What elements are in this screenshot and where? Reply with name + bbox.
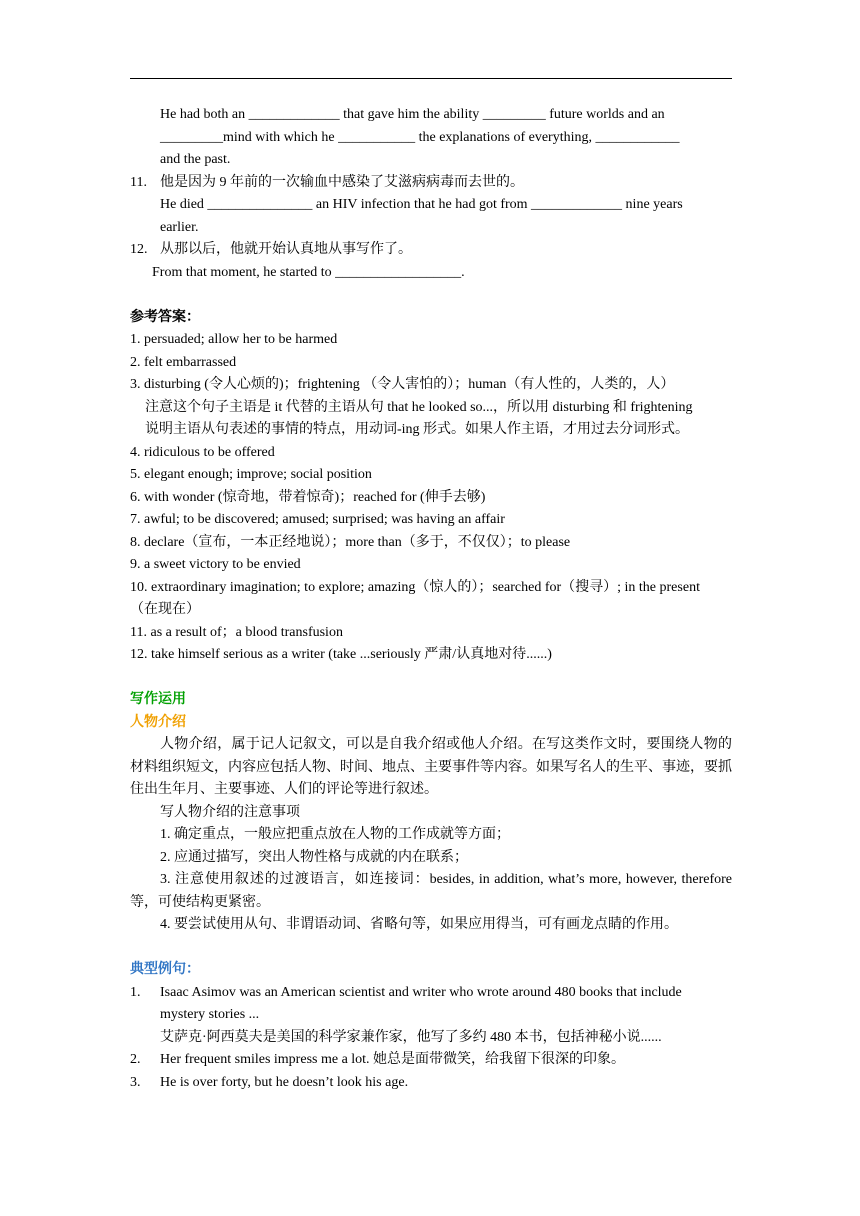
example-2-text: Her frequent smiles impress me a lot. 她总是面带微笑，给我留下很深的印象。 xyxy=(160,1052,626,1067)
exercise-11-number: 11. xyxy=(130,174,147,190)
examples-heading: 典型例句： xyxy=(130,962,200,977)
exercise-11-english-line1: He died _______________ an HIV infection that he had got from _____________ nine years xyxy=(160,197,683,212)
exercise-11-english-line2: earlier. xyxy=(160,219,199,235)
writing-note-3: 3. 注意使用叙述的过渡语言，如连接词：besides, in addition, what’s more, however, therefore 等，可使结构更紧密。 xyxy=(130,872,732,910)
example-3-number: 3. xyxy=(130,1074,141,1090)
answer-2: 2. felt embarrassed xyxy=(130,354,237,370)
answer-12: 12. take himself serious as a writer (take ...seriously 严肃/认真地对待......) xyxy=(130,647,552,662)
answer-11: 11. as a result of；a blood transfusion xyxy=(130,624,343,640)
example-3-text: He is over forty, but he doesn’t look his age. xyxy=(160,1074,409,1090)
header-rule xyxy=(130,78,732,79)
exercise-12 xyxy=(130,239,732,262)
answers-heading: 参考答案： xyxy=(130,309,200,325)
writing-paragraph: 人物介绍，属于记人记叙文，可以是自我介绍或他人介绍。在写这类作文时，要围绕人物的材料组织短文，内容应包括人物、时间、地点、主要事件等内容。如果写名人的生平、事迹，要抓住出生年月、主要事迹、人们的评论等进行叙述。 xyxy=(130,737,732,797)
exercise-10-line1: He had both an _____________ that gave him the ability _________ future worlds and an xyxy=(160,107,665,122)
example-1-line1: Isaac Asimov was an American scientist and writer who wrote around 480 books that include xyxy=(160,984,682,1000)
page-content xyxy=(130,104,732,1094)
answer-4: 4. ridiculous to be offered xyxy=(130,444,275,460)
answer-3-note-line2: 说明主语从句表述的事情的特点，用动词-ing 形式。如果人作主语，才用过去分词形式。 xyxy=(145,422,690,437)
example-1-number: 1. xyxy=(130,984,141,1000)
answer-8: 8. declare（宣布，一本正经地说）；more than（多于，不仅仅）；to please xyxy=(130,534,571,550)
writing-note-4: 4. 要尝试使用从句、非谓语动词、省略句等，如果应用得当，可有画龙点睛的作用。 xyxy=(160,917,678,932)
exercise-12-english: From that moment, he started to __________________. xyxy=(152,264,465,280)
exercise-12-chinese: 从那以后，他就开始认真地从事写作了。 xyxy=(160,242,412,257)
writing-note-1: 1. 确定重点，一般应把重点放在人物的工作成就等方面； xyxy=(160,827,510,842)
example-1-line2: mystery stories ... xyxy=(160,1007,260,1022)
answer-7: 7. awful; to be discovered; amused; surprised; was having an affair xyxy=(130,512,505,527)
example-3 xyxy=(130,1072,732,1095)
example-2 xyxy=(130,1049,732,1072)
exercise-11-chinese: 他是因为 9 年前的一次输血中感染了艾滋病病毒而去世的。 xyxy=(160,174,524,190)
exercise-10-line3: and the past. xyxy=(160,152,231,167)
writing-notes-title: 写人物介绍的注意事项 xyxy=(160,804,300,820)
answer-1: 1. persuaded; allow her to be harmed xyxy=(130,332,338,347)
answer-5: 5. elegant enough; improve; social position xyxy=(130,467,372,482)
example-2-number: 2. xyxy=(130,1052,141,1067)
example-1-translation: 艾萨克·阿西莫夫是美国的科学家兼作家，他写了多约 480 本书，包括神秘小说...... xyxy=(160,1029,662,1045)
writing-subheading: 人物介绍 xyxy=(130,714,186,730)
writing-note-2: 2. 应通过描写，突出人物性格与成就的内在联系； xyxy=(160,849,468,865)
exercise-10-line2: _________mind with which he ___________ the explanations of everything, ____________ xyxy=(160,129,680,145)
writing-heading: 写作运用 xyxy=(130,692,186,707)
answer-10-line2: （在现在） xyxy=(130,602,200,617)
exercise-12-number: 12. xyxy=(130,242,148,257)
exercise-11 xyxy=(130,172,732,195)
answer-6: 6. with wonder (惊奇地，带着惊奇)；reached for (伸手去够) xyxy=(130,489,486,505)
answer-3: 3. disturbing (令人心烦的)；frightening （令人害怕的）；human（有人性的，人类的，人） xyxy=(130,377,675,392)
answer-10-line1: 10. extraordinary imagination; to explore; amazing（惊人的）；searched for（搜寻）; in the present xyxy=(130,579,700,595)
answer-3-note-line1: 注意这个句子主语是 it 代替的主语从句 that he looked so...，所以用 disturbing 和 frightening xyxy=(145,399,693,415)
answer-9: 9. a sweet victory to be envied xyxy=(130,557,301,572)
example-1 xyxy=(130,982,732,1050)
